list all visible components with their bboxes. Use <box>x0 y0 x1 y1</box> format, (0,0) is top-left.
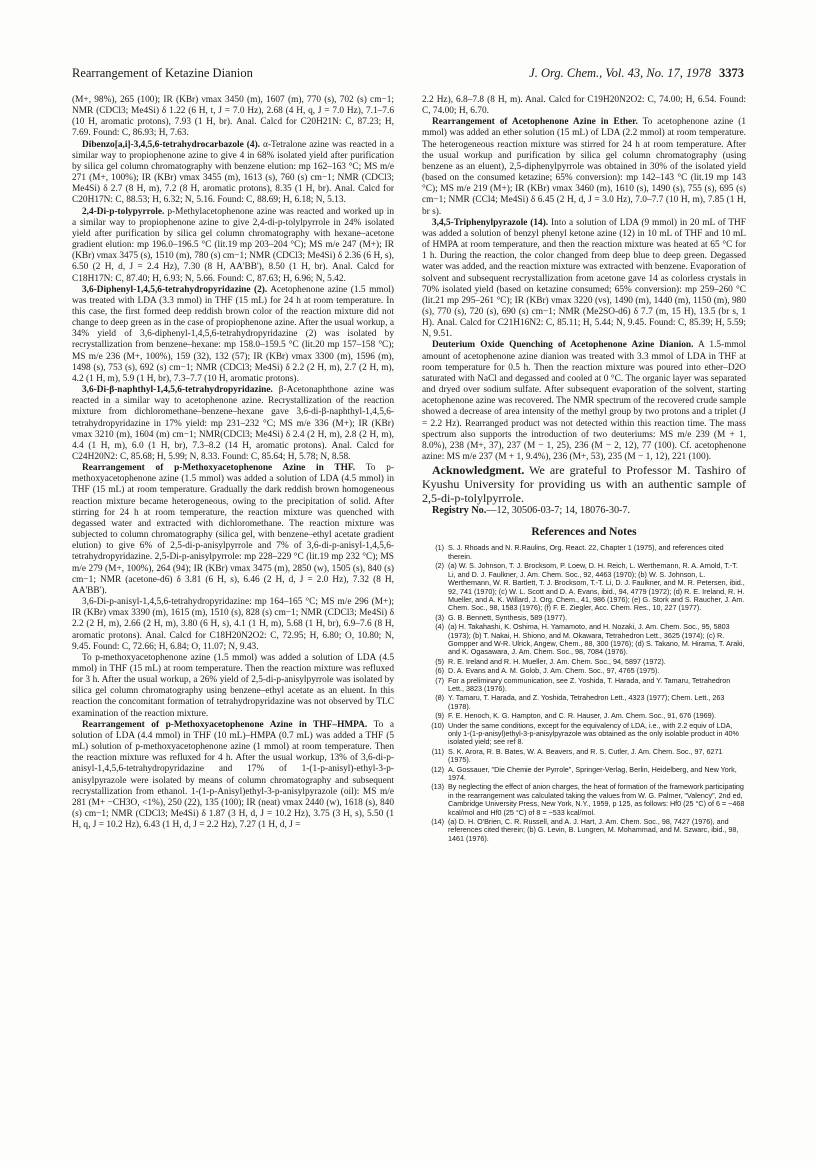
paragraph-heading: Rearrangement of Acetophenone Azine in Ether. <box>432 117 638 128</box>
reference-text: R. E. Ireland and R. H. Mueller, J. Am. Chem. Soc., 94, 5897 (1972). <box>448 656 666 666</box>
paragraph-text: 3,6-Di-p-anisyl-1,4,5,6-tetrahydropyridazine: mp 164–165 °C; MS m/e 296 (M+); IR (KBr) νmax 3390 (m), 1615 (m), 1510 (s), 828 (s) cm−1; NMR (CDCl3; Me4Si) δ 2.2 (2 H, m), 2.66 (2 H, m), 3.80 (6 H, s), 4.1 (1 H, m), 5.68 (1 H, br), 6.9–7.6 (8 H, aromatic protons). Anal. Calcd for C18H20N2O2: C, 72.95; H, 6.80; O, 10.80; N, 9.45. Found: C, 72.66; H, 6.84; O, 11.07; N, 9.43. <box>72 597 394 652</box>
reference-number: (2) <box>435 561 444 571</box>
reference-text: D. A. Evans and A. M. Golob, J. Am. Chem. Soc., 97, 4765 (1975). <box>448 666 660 676</box>
paragraph <box>72 285 394 385</box>
paragraph <box>72 653 394 720</box>
reference-text: G. B. Bennett, Synthesis, 589 (1977). <box>448 612 568 622</box>
acknowledgment-text: We are grateful to Professor M. Tashiro of Kyushu University for providing us with an authentic sample of 2,5-di-p-tolylpyrrole. <box>422 463 746 506</box>
reference-text: By neglecting the effect of anion charges, the heat of formation of the framework participating in the rearrangement was calculated taking the values from W. G. Palmer, "Valency", 2nd ed, Cambridge University Press, New York, N.Y., 1959, p 125, as follows: Hf0 (25 °C) of 6 = −468 kcal/mol and Hf0 (25 °C) of 8 = −533 kcal/mol. <box>448 782 745 817</box>
paragraph-text: p-Methylacetophenone azine was reacted and worked up in a similar way to propiophenone azine to give 2,4-di-p-tolylpyrrole in 24% isolated yield after purification by silica gel column chromatography with hexane–acetone gradient elution: mp 196.0–196.5 °C (lit.19 mp 203–204 °C); MS m/e 247 (M+); IR (KBr) νmax 3475 (s), 1510 (m), 780 (s) cm−1; NMR (CDCl3; Me4Si) δ 2.36 (6 H, s), 6.50 (2 H, d, J = 2.4 Hz), 7.30 (8 H, AA'BB'), 8.50 (1 H, br). Anal. Calcd for C18H17N: C, 87.40; H, 6.93; N, 5.66. Found: C, 87.63; H, 6.96; N, 5.42. <box>72 206 394 284</box>
paragraph <box>422 340 746 463</box>
registry-numbers <box>422 505 746 516</box>
paragraph <box>72 597 394 653</box>
paragraph-heading: 3,6-Diphenyl-1,4,5,6-tetrahydropyridazine (2). <box>82 284 268 295</box>
reference-number: (9) <box>435 711 444 721</box>
reference-item <box>422 783 746 817</box>
reference-text: S. K. Arora, R. B. Bates, W. A. Beavers, and R. S. Cutler, J. Am. Chem. Soc., 97, 6271 (1975). <box>448 746 723 765</box>
reference-number: (8) <box>435 693 444 703</box>
reference-item <box>422 544 746 561</box>
paragraph <box>72 95 394 140</box>
reference-number: (6) <box>435 666 444 676</box>
paragraph-text: Into a solution of LDA (9 mmol) in 20 mL of THF was added a solution of benzyl phenyl ketone azine (12) in 10 mL of THF and 10 mL of HMPA at room temperature, and then the reaction mixture was heated at 65 °C for 1 h. During the reaction, the color changed from deep blue to deep green. Degassed water was added, and the reaction mixture was extracted with benzene. Evaporation of solvent and subsequent recrystallization from acetone gave 14 as colorless crystals in 70% isolated yield (based on ketazine consumed; 65% conversion): mp 259–260 °C (lit.21 mp 295–261 °C); IR (KBr) νmax 3220 (vs), 1490 (m), 1440 (m), 1150 (m), 980 (s), 770 (s), 720 (s), 690 (s) cm−1; NMR (Me2SO-d6) δ 7.7 (m, 15 H), 13.5 (br s, 1 H). Anal. Calcd for C21H16N2: C, 85.11; H, 5.44; N, 9.45. Found: C, 85.39; H, 5.59; N, 9.51. <box>422 217 746 340</box>
running-title: Rearrangement of Ketazine Dianion <box>72 66 253 80</box>
reference-text: S. J. Rhoads and N. R.Raulins, Org. React. 22, Chapter 1 (1975), and references cited therein. <box>448 543 724 561</box>
reference-number: (13) <box>431 782 444 792</box>
paragraph <box>422 95 746 117</box>
registry-text: —12, 30506-03-7; 14, 18076-30-7. <box>486 505 631 517</box>
paragraph-text: 2.2 Hz), 6.8–7.8 (8 H, m). Anal. Calcd for C19H20N2O2: C, 74.00; H, 6.54. Found: C, 74.00; H, 6.70. <box>422 95 746 117</box>
reference-number: (1) <box>435 543 444 553</box>
reference-number: (10) <box>431 720 444 730</box>
paragraph <box>72 140 394 207</box>
reference-item <box>422 677 746 694</box>
reference-item <box>422 748 746 765</box>
reference-number: (7) <box>435 675 444 685</box>
reference-text: Under the same conditions, except for the equivalency of LDA, i.e., with 2.2 equiv of LDA, only 1-(1-p-anisyl)ethyl-3-p-anisylpyrazole was obtained as the only isolable product in 40% isolated yield; see ref 8. <box>448 720 739 747</box>
reference-item <box>422 818 746 843</box>
references-title: References and Notes <box>531 526 637 539</box>
paragraph-heading: Deuterium Oxide Quenching of Acetophenone Azine Dianion. <box>432 340 694 351</box>
reference-item <box>422 766 746 783</box>
paragraph-text: To p-methoxyacetophenone azine (1.5 mmol) was added a solution of LDA (4.5 mmol) in THF (15 mL) at room temperature. Gradually the dark reddish brown homogeneous reaction mixture became heterogeneous, owing to the precipitation of solid. After stirring for 24 h at room temperature, the reaction mixture was quenched with degassed water and extracted with dichloromethane. The reaction mixture was subjected to column chromatography (silica gel, with benzene–ethyl acetate gradient elution) to give 6% of 2,5-di-p-anisylpyrrole and 7% of 3,6-di-p-anisyl-1,4,5,6-tetrahydropyridazine. 2,5-Di-p-anisylpyrrole: mp 228–229 °C (lit.19 mp 232 °C); MS m/e 279 (M+, 100%), 264 (94); IR (KBr) νmax 3475 (m), 2850 (w), 1505 (s), 840 (s) cm−1; NMR (acetone-d6) δ 3.81 (6 H, s), 6.46 (2 H, d, J = 2.0 Hz), 7.32 (8 H, AA'BB'). <box>72 463 394 596</box>
paragraph-text: A 1.5-mmol amount of acetophenone azine dianion was treated with 3.3 mmol of LDA in THF at room temperature for 0.5 h. Then the reaction mixture was poured into ether–D2O saturated with NaCl and degassed and cooled at 0 °C. The organic layer was separated and dryed over sodium sulfate. After subsequent evaporation of the solvent, starting acetophenone azine was recovered. The NMR spectrum of the recovered crude sample showed a decrease of area intensity of the methyl group by two protons and a triplet (J = 2.2 Hz). Rearranged product was not detected within this reaction time. The mass spectrum also supports the introduction of two deuteriums: MS m/e 239 (M + 1, 8.0%), 238 (M+, 37), 237 (M − 1, 25), 236 (M − 2, 12), 77 (100). Cf. acetophenone azine: MS m/e 237 (M + 1, 9.4%), 236 (M+, 53), 235 (M − 1, 12), 221 (100). <box>422 340 746 462</box>
acknowledgment-heading: Acknowledgment. <box>432 463 525 478</box>
reference-text: For a preliminary communication, see Z. Yoshida, T. Harada, and Y. Tamaru, Tetrahedron Lett., 3823 (1976). <box>448 675 731 693</box>
paragraph-text: To p-methoxyacetophenone azine (1.5 mmol) was added a solution of LDA (4.5 mmol) in THF (15 mL) at room temperature. Then the reaction mixture was refluxed for 3 h. After the usual workup, a 26% yield of 2,5-di-p-anisylpyrrole was isolated by silica gel column chromatography using benzene–ethyl acetate as an eluent. In this reaction the concomitant formation of tetrahydropyridazine was not observed by TLC examination of the reaction mixture. <box>72 652 394 719</box>
reference-number: (3) <box>435 612 444 622</box>
paragraph <box>72 207 394 285</box>
reference-number: (5) <box>435 656 444 666</box>
reference-text: F. E. Henoch, K. G. Hampton, and C. R. Hauser, J. Am. Chem. Soc., 91, 676 (1969). <box>448 711 717 721</box>
reference-text: Y. Tamaru, T. Harada, and Z. Yoshida, Tetrahedron Lett., 4323 (1977); Chem. Lett., 263 (1978). <box>448 693 725 711</box>
paragraph-heading: 3,6-Di-β-naphthyl-1,4,5,6-tetrahydropyridazine. <box>82 385 273 396</box>
reference-item <box>422 712 746 720</box>
right-column-body <box>422 95 746 463</box>
reference-item <box>422 694 746 711</box>
paragraph-text: α-Tetralone azine was reacted in a similar way to propiophenone azine to give 4 in 68% isolated yield after purification by silica gel column chromatography with benzene elution: mp 162–163 °C; MS m/e 271 (M+, 100%); IR (KBr) νmax 3455 (m), 1613 (s), 760 (s) cm−1; NMR (CDCl3; Me4Si) δ 2.7 (8 H, m), 7.2 (8 H, aromatic protons), 8.35 (1 H, br). Anal. Calcd for C20H17N: C, 88.53; H, 6.32; N, 5.16. Found: C, 88.69; H, 6.18; N, 5.13. <box>72 139 394 206</box>
journal-citation <box>529 66 744 81</box>
reference-item <box>422 658 746 666</box>
page-number: 3373 <box>719 66 744 80</box>
reference-text: (a) W. S. Johnson, T. J. Brocksom, P. Loew, D. H. Reich, L. Werthemann, R. A. Arnold, T.-T. Li, and D. J. Faulkner, J. Am. Chem. Soc., 92, 4463 (1970); (b) W. S. Johnson, L. Werthemann, W. R. Bartlett, T. J. Brocksom, T.-T. Li, D. J. Faulkner, and M. R. Petersen, ibid., 92, 741 (1970); (c) W. L. Scott and D. A. Evans, ibid., 94, 4779 (1972); (d) R. E. Ireland, R. H. Mueller, and A. K. Willard, J. Org. Chem., 41, 986 (1976); (e) G. Stork and S. Raucher, J. Am. Chem. Soc., 98, 1583 (1976); (f) F. E. Ziegler, Acc. Chem. Res., 10, 227 (1977). <box>448 561 745 613</box>
journal-name: J. Org. Chem., Vol. 43, No. 17, 1978 <box>529 66 711 80</box>
reference-number: (12) <box>431 764 444 774</box>
reference-item <box>422 667 746 675</box>
paragraph-text: (M+, 98%), 265 (100); IR (KBr) νmax 3450 (m), 1607 (m), 770 (s), 702 (s) cm−1; NMR (CDCl3; Me4Si) δ 1.22 (6 H, t, J = 7.0 Hz), 2.68 (4 H, q, J = 7.0 Hz), 7.1–7.6 (10 H, aromatic protons), 7.93 (1 H, br). Anal. Calcd for C20H21N: C, 87.23; H, 7.69. Found: C, 86.93; H, 7.63. <box>72 95 394 139</box>
paragraph-text: β-Acetonaphthone azine was reacted in a similar way to acetophenone azine. Recrystallization of the reaction mixture from dichloromethane–benzene–hexane gave 3,6-di-β-naphthyl-1,4,5,6-tetrahydropyridazine in 17% yield: mp 231–232 °C; MS m/e 336 (M+); IR (KBr) νmax 3210 (m), 1604 (m) cm−1; NMR(CDCl3; Me4Si) δ 2.4 (2 H, m), 2.8 (2 H, m), 4.4 (1 H, m), 6.0 (1 H, br), 7.3–8.2 (14 H, aromatic protons). Anal. Calcd for C24H20N2: C, 85.68; H, 5.99; N, 8.33. Found: C, 85.64; H, 5.78; N, 8.58. <box>72 385 394 462</box>
references-list <box>422 544 746 843</box>
acknowledgment <box>422 463 746 505</box>
left-column <box>72 95 394 831</box>
paragraph <box>422 117 746 217</box>
reference-number: (11) <box>431 746 444 756</box>
paragraph-heading: Rearrangement of p-Methoxyacetophenone Azine in THF–HMPA. <box>82 719 368 730</box>
reference-text: (a) D. H. O'Brien, C. R. Russell, and A. J. Hart, J. Am. Chem. Soc., 98, 7427 (1976), and references cited therein; (b) G. Levin, B. Lungren, M. Mohammad, and M. Szwarc, ibid., 98, 1461 (1976). <box>448 817 739 843</box>
right-column <box>422 95 746 844</box>
paragraph <box>72 385 394 463</box>
paragraph-text: To acetophenone azine (1 mmol) was added an ether solution (15 mL) of LDA (2.2 mmol) at room temperature. The heterogeneous reaction mixture was stirred for 24 h at room temperature. After the usual workup and purification by silica gel column chromatography (using benzene as an eluent), 2,5-diphenylpyrrole was obtained in 30% of the isolated yield (based on the consumed ketazine; 65% conversion): mp 142–143 °C (lit.19 mp 143 °C); MS m/e 219 (M+); IR (KBr) νmax 3460 (m), 1610 (s), 1490 (s), 755 (s), 695 (s) cm−1; NMR (CCl4; Me4Si) δ 6.45 (2 H, d, J = 3.0 Hz), 7.0–7.7 (10 H, m), 7.85 (1 H, br s). <box>422 117 746 217</box>
reference-number: (4) <box>435 622 444 632</box>
reference-item <box>422 614 746 622</box>
paragraph-text: To a solution of LDA (4.4 mmol) in THF (10 mL)–HMPA (0.7 mL) was added a THF (5 mL) solution of p-methoxyacetophenone azine (1 mmol) at room temperature. Then the reaction mixture was refluxed for 4 h. After the usual workup, 13% of 3,6-di-p-anisyl-1,4,5,6-tetrahydropyridazine and 17% of 1-(1-p-anisyl)-ethyl-3-p-anisylpyrazole were isolated by means of column chromatography and subsequent recrystallization from ethanol. 1-(1-p-Anisyl)ethyl-3-p-anisylpyrazole (oil): MS m/e 281 (M+ −CH3O, <1%), 250 (22), 135 (100); IR (neat) νmax 2440 (w), 1618 (s), 840 (s) cm−1; NMR (CDCl3; Me4Si) δ 1.87 (3 H, d, J = 10.2 Hz), 3.75 (3 H, s), 5.50 (1 H, q, J = 10.2 Hz), 6.43 (1 H, d, J = 2.2 Hz), 7.27 (1 H, d, J = <box>72 719 394 831</box>
registry-heading: Registry No. <box>432 505 487 517</box>
reference-item <box>422 623 746 657</box>
reference-text: (a) H. Takahashi, K. Oshima, H. Yamamoto, and H. Nozaki, J. Am. Chem. Soc., 95, 5803 (1973); (b) T. Nakai, H. Shiono, and M. Okawara, Tetrahedron Lett., 3625 (1974); (c) R. Gompper and W-R. Ulrick, Angew, Chem., 88, 300 (1976); (d) S. Takano, M. Hirama, T. Araki, and K. Ogasawara, J. Am. Chem. Soc., 98, 7084 (1976). <box>448 622 745 657</box>
reference-text: A. Gossauer, "Die Chemie der Pyrrole", Springer-Verlag, Berlin, Heidelberg, and New York, 1974. <box>448 764 737 783</box>
reference-number: (14) <box>431 817 444 827</box>
paragraph-heading: Dibenzo[a,i]-3,4,5,6-tetrahydrocarbazole (4). <box>82 139 261 150</box>
paragraph-text: Acetophenone azine (1.5 mmol) was treated with LDA (3.3 mmol) in THF (15 mL) for 24 h at room temperature. In this case, the first formed deep reddish brown color of the reaction mixture did not change to deep green as in the case of propiophenone azine. After the usual workup, a 34% yield of 3,6-diphenyl-1,4,5,6-tetrahydropyridazine (2) was isolated by recrystallization from benzene–hexane: mp 158.0–159.5 °C (lit.20 mp 157–158 °C); MS m/e 236 (M+, 100%), 159 (32), 132 (57); IR (KBr) νmax 3300 (m), 1596 (m), 1498 (s), 753 (s), 692 (s) cm−1; NMR (CDCl3; Me4Si) δ 2.2 (2 H, m), 2.7 (2 H, m), 4.2 (1 H, m), 5.9 (1 H, br), 7.3–7.7 (10 H, aromatic protons). <box>72 284 394 384</box>
paragraph <box>72 463 394 597</box>
paragraph <box>422 218 746 341</box>
paragraph-heading: 2,4-Di-p-tolypyrrole. <box>82 206 165 217</box>
reference-item <box>422 562 746 612</box>
paragraph <box>72 720 394 832</box>
page-header <box>72 66 744 86</box>
paragraph-heading: 3,4,5-Triphenylpyrazole (14). <box>432 217 549 228</box>
reference-item <box>422 722 746 747</box>
paragraph-heading: Rearrangement of p-Methoxyacetophenone Azine in THF. <box>82 463 356 474</box>
